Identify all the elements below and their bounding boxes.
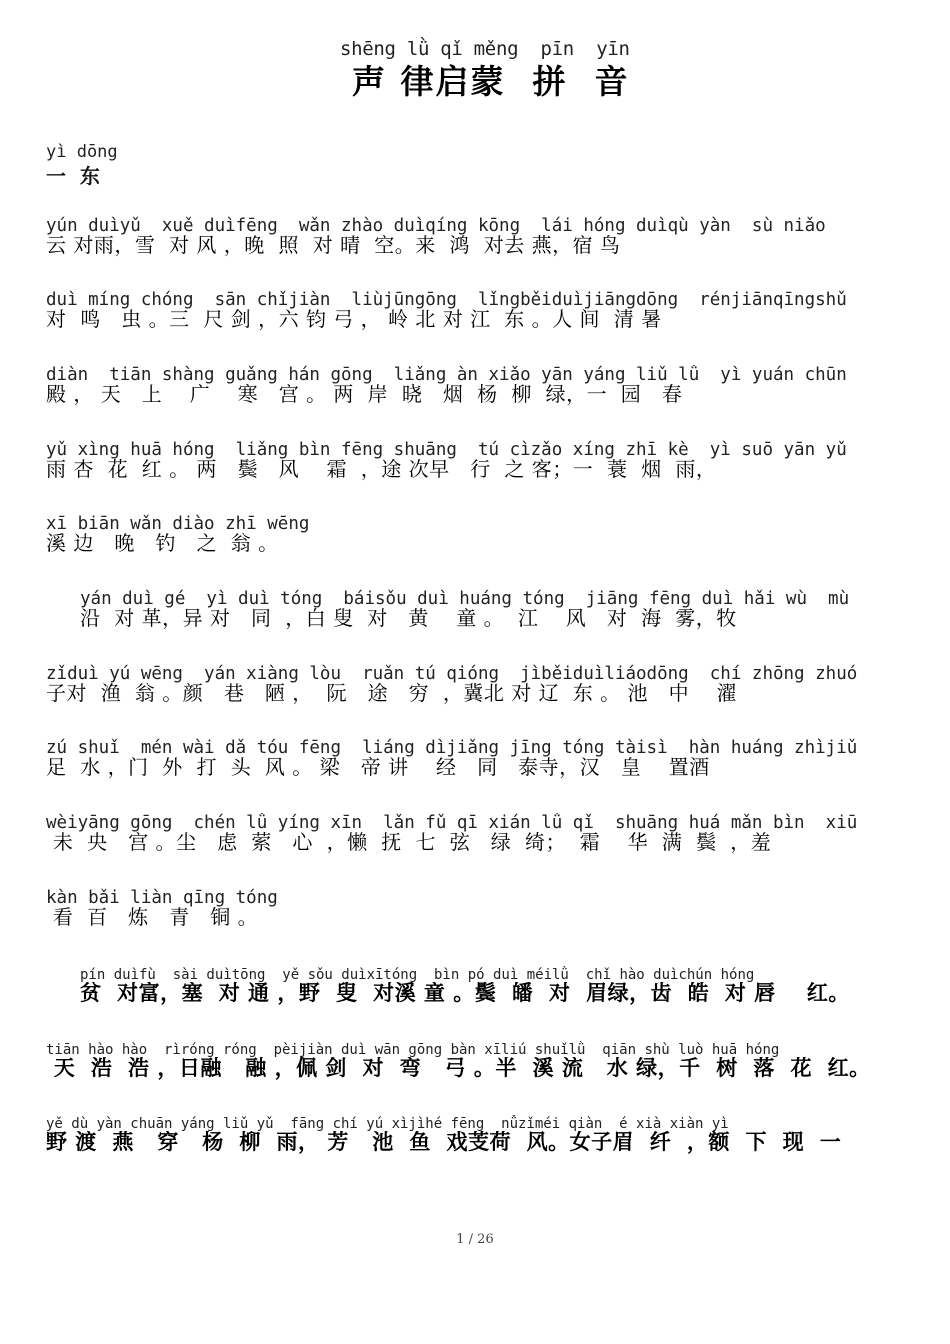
verse-line-pinyin: yě dù yàn chuān yáng liǔ yǔ fāng chí yú xìjìhé fēng nǚzǐméi qiàn é xià xiàn yì — [46, 1116, 729, 1132]
verse-line — [46, 514, 908, 556]
verse-line — [46, 966, 908, 1006]
verse-line-pinyin: tiān hào hào rìróng róng pèijiàn duì wān gōng bàn xīliú shuǐlǜ qiān shù luò huā hóng — [46, 1042, 780, 1058]
verse-line-hanzi: 对 鸣 虫 。三 尺 剑 ，六 钧 弓 ， 岭 北 对 江 东 。人 间 清 暑 — [46, 308, 662, 331]
verse-line-hanzi: 沿 对 革，异 对 同 ，白 叟 对 黄 童 。 江 风 对 海 雾，牧 — [80, 607, 737, 630]
verse-line-hanzi: 子对 渔 翁 。颜 巷 陋 ， 阮 途 穷 ，冀北 对 辽 东 。 池 中 濯 — [46, 682, 738, 705]
verse-line-hanzi: 溪 边 晚 钓 之 翁 。 — [46, 532, 279, 555]
verse-line-hanzi: 足 水 ，门 外 打 头 风 。 梁 帝 讲 经 同 泰寺，汉 皇 置酒 — [46, 756, 710, 779]
verse-line-pinyin: yún duìyǔ xuě duìfēng wǎn zhào duìqíng kōng lái hóng duìqù yàn sù niǎo — [46, 216, 826, 236]
verse-line — [46, 365, 908, 407]
verse-line-hanzi: 雨 杏 花 红 。 两 鬓 风 霜 ，途 次早 行 之 客；一 蓑 烟 雨， — [46, 458, 717, 481]
verse-line-hanzi: 殿 ， 天 上 广 寒 宫 。 两 岸 晓 烟 杨 柳 绿，一 园 春 — [46, 383, 683, 406]
verse-line-pinyin: zǐduì yú wēng yán xiàng lòu ruǎn tú qióng jìběiduìliáodōng chí zhōng zhuó — [46, 664, 858, 684]
verse-line — [46, 888, 908, 930]
verse-line-pinyin: wèiyāng gōng chén lǜ yíng xīn lǎn fǔ qī xián lǜ qǐ shuāng huá mǎn bìn xiū — [46, 813, 858, 833]
verse-line — [46, 440, 908, 482]
verse-line-pinyin: zú shuǐ mén wài dǎ tóu fēng liáng dìjiǎng jīng tóng tàisì hàn huáng zhìjiǔ — [46, 738, 858, 758]
title-pinyin: shēng lǜ qǐ měng pīn yīn — [340, 38, 630, 60]
verse-line — [46, 216, 908, 258]
verse-line-hanzi: 云 对雨，雪 对 风 ，晚 照 对 晴 空。来 鸿 对去 燕，宿 鸟 — [46, 234, 621, 257]
verse-line-hanzi: 野 渡 燕 穿 杨 柳 雨， 芳 池 鱼 戏芰荷 风。女子眉 纤 ，额 下 现 一 — [46, 1131, 842, 1154]
verse-line-pinyin: xī biān wǎn diào zhī wēng — [46, 514, 310, 534]
verse-line-pinyin: yǔ xìng huā hóng liǎng bìn fēng shuāng tú cìzǎo xíng zhī kè yì suō yān yǔ — [46, 440, 847, 460]
title-hanzi: 声 律启蒙 拼 音 — [352, 62, 630, 101]
verse-line-pinyin: pín duìfù sài duìtōng yě sǒu duìxītóng bìn pó duì méilǜ chǐ hào duìchún hóng — [80, 967, 755, 983]
verse-line — [46, 1041, 908, 1081]
verse-line — [46, 813, 908, 855]
verse-line-pinyin: duì míng chóng sān chǐjiàn liùjūngōng lǐngběiduìjiāngdōng rénjiānqīngshǔ — [46, 290, 847, 310]
verse-line-hanzi: 天 浩 浩 ，日融 融 ，佩 剑 对 弯 弓 。半 溪 流 水 绿，千 树 落 花 红。 — [46, 1057, 871, 1080]
verse-line — [46, 738, 908, 780]
verse-line-pinyin: kàn bǎi liàn qīng tóng — [46, 888, 278, 908]
verse-line — [46, 290, 908, 332]
verse-line — [46, 1115, 908, 1155]
section-heading — [46, 142, 118, 189]
verse-line-hanzi: 贫 对富，塞 对 通 ，野 叟 对溪 童 。鬓 皤 对 眉绿，齿 皓 对 唇 红。 — [80, 982, 850, 1005]
verse-line — [46, 664, 908, 706]
verse-line-hanzi: 未 央 宫 。尘 虑 萦 心 ，懒 抚 七 弦 绿 绮； 霜 华 满 鬓 ，羞 — [46, 831, 772, 854]
page-title — [0, 38, 950, 100]
verse-line-pinyin: diàn tiān shàng guǎng hán gōng liǎng àn xiǎo yān yáng liǔ lǜ yì yuán chūn — [46, 365, 847, 385]
verse-line-pinyin: yán duì gé yì duì tóng báisǒu duì huáng tóng jiāng fēng duì hǎi wù mù — [80, 589, 850, 609]
verse-line — [46, 589, 908, 631]
section-pinyin: yì dōng — [46, 142, 118, 162]
verse-line-hanzi: 看 百 炼 青 铜 。 — [46, 906, 259, 929]
page-number: 1 / 26 — [456, 1232, 494, 1247]
section-hanzi: 一 东 — [46, 164, 100, 188]
